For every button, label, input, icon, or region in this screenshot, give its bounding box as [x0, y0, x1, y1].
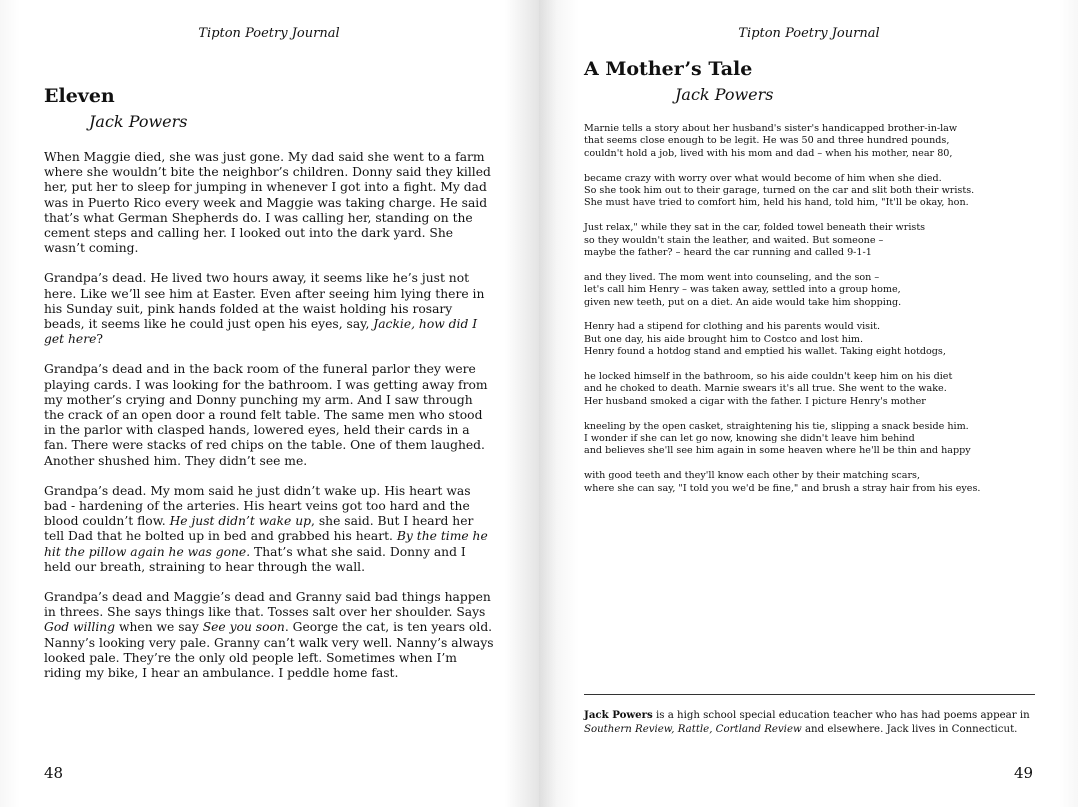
poem-line: where she can say, "I told you we'd be fine," and brush a stray hair from his eyes. — [584, 482, 981, 494]
poem-author: Jack Powers — [675, 85, 774, 104]
poem-line: Henry had a stipend for clothing and his parents would visit. — [584, 321, 881, 333]
poem-line: I wonder if she can let go now, knowing she didn't leave him behind — [584, 433, 915, 445]
poem-line: with good teeth and they'll know each other by their matching scars, — [584, 470, 921, 482]
bio-name: Jack Powers — [584, 709, 653, 721]
paragraph — [44, 484, 494, 575]
author-bio — [584, 709, 1035, 736]
poem-line: so they wouldn't stain the leather, and waited. But someone – — [584, 234, 884, 246]
text-run: , she said. But I heard her tell Dad that he bolted up in bed and grabbed his heart. — [44, 514, 474, 544]
poem-line: Marnie tells a story about her husband's sister's handicapped brother-in-law — [584, 123, 958, 134]
bio-text: is a high school special education teacher who has had poems appear in — [652, 710, 1030, 721]
stanza — [584, 173, 1014, 210]
text-run: Grandpa’s dead. He lived two hours away, it seems like he’s just not here. Like we’ll see him at Easter. Even after seeing him lying there in his Sunday suit, pink hands folded at the waist holding his rosary beads, it seems like he could just open his eyes, say, — [44, 271, 485, 332]
stanza — [584, 272, 1014, 309]
running-head: Tipton Poetry Journal — [738, 26, 880, 41]
bio-text: and elsewhere. Jack lives in Connecticut. — [801, 723, 1018, 735]
poem-line: and he choked to death. Marnie swears it's all true. She went to the wake. — [584, 383, 947, 395]
text-run: Grandpa’s dead. My mom said he just didn’t wake up. His heart was bad - hardening of the arteries. His heart veins got too hard and the blood couldn’t flow. — [44, 483, 471, 529]
page-right — [539, 0, 1078, 807]
poem-line: She must have tried to comfort him, held his hand, told him, "It'll be okay, hon. — [584, 197, 969, 209]
poem-line: couldn't hold a job, lived with his mom and dad – when his mother, near 80, — [584, 147, 953, 159]
poem-line: But one day, his aide brought him to Costco and lost him. — [584, 333, 864, 345]
poem-line: given new teeth, put on a diet. An aide would take him shopping. — [584, 296, 902, 308]
page-number: 49 — [1014, 764, 1034, 782]
paragraph — [44, 271, 494, 347]
stanza — [584, 321, 1014, 358]
italic-text: By the time he hit the pillow again he was gone. — [44, 529, 488, 559]
story-text — [44, 150, 494, 696]
text-run: . George the cat, is ten years old. Nanny’s looking very pale. Granny can’t walk very well. Nanny’s always looked pale. They’re the only old people left. Sometimes when I’m riding my bike, I hear an ambulance. I peddle home fast. — [44, 620, 494, 681]
story-title: Eleven — [44, 85, 115, 107]
bio-journals: Southern Review, Rattle, Cortland Review — [584, 723, 802, 735]
stanza — [584, 421, 1014, 458]
poem-line: Henry found a hotdog stand and emptied his wallet. Taking eight hotdogs, — [584, 346, 946, 358]
stanza — [584, 371, 1014, 408]
text-run: When Maggie died, she was just gone. My dad said she went to a farm where she wouldn’t bite the neighbor’s children. Donny said they killed her, put her to sleep for jumping in whenever I got into a fight. My dad was in Puerto Rico every week and Maggie was taking charge. He said that’s what German Shepherds do. I was calling her, standing on the cement steps and calling her. I looked out into the dark yard. She wasn’t coming. — [44, 150, 491, 256]
poem-line: Just relax," while they sat in the car, folded towel beneath their wrists — [584, 222, 926, 234]
paragraph — [44, 362, 494, 468]
poem-line: let's call him Henry – was taken away, settled into a group home, — [584, 284, 901, 296]
italic-text: Jackie, how did I get here — [44, 317, 478, 347]
story-author: Jack Powers — [89, 112, 188, 131]
text-run: when we say — [115, 620, 203, 635]
poem-text — [584, 123, 1014, 507]
poem-line: that seems close enough to be legit. He was 50 and three hundred pounds, — [584, 135, 950, 147]
poem-line: and they lived. The mom went into counseling, and the son – — [584, 271, 880, 283]
paragraph — [44, 150, 494, 256]
stanza — [584, 222, 1014, 259]
running-head: Tipton Poetry Journal — [198, 26, 340, 41]
stanza — [584, 470, 1014, 495]
poem-title: A Mother’s Tale — [584, 58, 753, 80]
poem-line: So she took him out to their garage, turned on the car and slit both their wrists. — [584, 185, 975, 197]
text-run: Grandpa’s dead and Maggie’s dead and Granny said bad things happen in threes. She says things like that. Tosses salt over her shoulder. Says — [44, 590, 491, 620]
poem-line: and believes she'll see him again in some heaven where he'll be thin and happy — [584, 445, 971, 457]
stanza — [584, 123, 1014, 160]
paragraph — [44, 590, 494, 681]
text-run: That’s what she said. Donny and I held our breath, straining to hear through the wall. — [44, 544, 466, 574]
italic-text: God willing — [44, 620, 116, 635]
poem-line: Her husband smoked a cigar with the father. I picture Henry's mother — [584, 395, 926, 407]
text-run: ? — [96, 332, 103, 347]
poem-line: maybe the father? – heard the car running and called 9-1-1 — [584, 247, 872, 259]
poem-line: kneeling by the open casket, straightening his tie, slipping a snack beside him. — [584, 420, 969, 432]
page-number: 48 — [44, 764, 64, 782]
italic-text: He just didn’t wake up — [169, 514, 312, 529]
text-run: Grandpa’s dead and in the back room of the funeral parlor they were playing cards. I was looking for the bathroom. I was getting away from my mother’s crying and Donny punching my arm. And I saw through the crack of an open door a round felt table. The same men who stood in the parlor with clasped hands, lowered eyes, held their cards in a fan. There were stacks of red chips on the table. One of them laughed. Another shushed him. They didn’t see me. — [44, 362, 488, 468]
poem-line: became crazy with worry over what would become of him when she died. — [584, 172, 942, 184]
italic-text: See you soon — [202, 620, 285, 635]
poem-line: he locked himself in the bathroom, so his aide couldn't keep him on his diet — [584, 371, 953, 383]
bio-divider — [584, 694, 1035, 695]
